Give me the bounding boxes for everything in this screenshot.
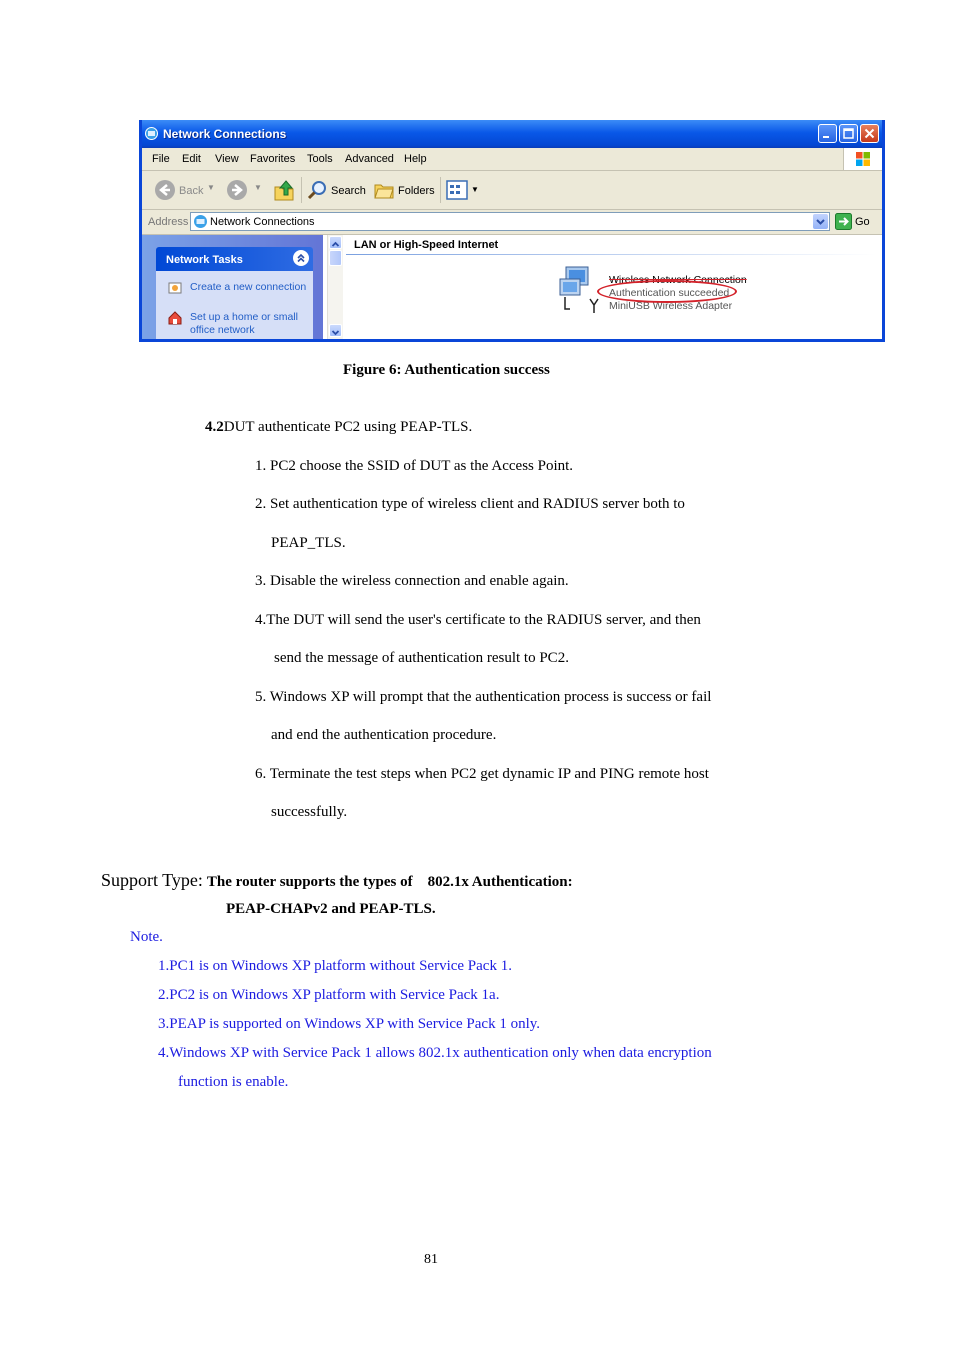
connection-name: Wireless Network Connection (609, 274, 747, 286)
search-button[interactable] (306, 171, 366, 209)
network-connections-window (139, 120, 885, 342)
home-network-icon (168, 311, 182, 325)
back-button[interactable] (152, 171, 215, 209)
menu-tools[interactable]: Tools (307, 153, 333, 165)
task-pane (142, 235, 323, 340)
windows-logo (843, 148, 882, 170)
close-icon (861, 125, 878, 142)
address-dropdown-button[interactable] (813, 214, 828, 229)
window-titlebar[interactable] (139, 120, 885, 148)
step-5: 5. Windows XP will prompt that the authentication process is success or fail (255, 689, 712, 705)
chevron-up-double-icon (293, 250, 309, 266)
address-bar (142, 210, 882, 234)
search-icon (306, 179, 328, 201)
step-3: 3. Disable the wireless connection and enable again. (255, 573, 569, 589)
back-label: Back (179, 185, 204, 197)
note-item-1: 1.PC1 is on Windows XP platform without Service Pack 1. (158, 958, 512, 974)
address-value: Network Connections (210, 216, 315, 228)
close-button[interactable] (860, 124, 879, 143)
chevron-down-icon (330, 327, 341, 338)
section-4-2-heading (205, 419, 472, 436)
toolbar-separator (301, 177, 302, 203)
note-item-2: 2.PC2 is on Windows XP platform with Service Pack 1a. (158, 987, 500, 1003)
create-new-connection-link[interactable]: Create a new connection (190, 281, 307, 293)
step-4-cont: send the message of authentication result to PC2. (274, 650, 569, 666)
support-type-line (101, 870, 573, 891)
back-arrow-icon (154, 179, 176, 201)
group-header-lan: LAN or High-Speed Internet (354, 239, 499, 251)
menu-favorites[interactable]: Favorites (250, 153, 296, 165)
step-2-cont: PEAP_TLS. (271, 535, 346, 551)
support-type-protocols: PEAP-CHAPv2 and PEAP-TLS. (226, 901, 436, 917)
folders-icon (373, 179, 395, 201)
address-input[interactable] (190, 212, 830, 231)
collapse-button[interactable] (293, 250, 309, 266)
menu-bar (142, 148, 882, 171)
network-tasks-body (156, 271, 313, 340)
note-item-4: 4.Windows XP with Service Pack 1 allows 802.1x authentication only when data encryption (158, 1045, 712, 1061)
maximize-icon (840, 125, 857, 142)
forward-button[interactable] (226, 171, 266, 209)
go-label: Go (855, 216, 870, 228)
menu-view[interactable]: View (215, 153, 239, 165)
page-number: 81 (424, 1252, 438, 1267)
section-text: DUT authenticate PC2 using PEAP-TLS. (223, 419, 473, 435)
folder-content (142, 234, 882, 340)
maximize-button[interactable] (839, 124, 858, 143)
views-icon (446, 180, 468, 200)
network-tasks-title: Network Tasks (166, 254, 243, 266)
window-title: Network Connections (163, 127, 287, 141)
step-2: 2. Set authentication type of wireless client and RADIUS server both to (255, 496, 685, 512)
step-1: 1. PC2 choose the SSID of DUT as the Access Point. (255, 458, 574, 474)
scroll-thumb[interactable] (329, 250, 342, 266)
setup-home-network-link[interactable]: Set up a home or small office network (190, 311, 298, 336)
chevron-up-icon (330, 239, 341, 250)
menu-file[interactable]: File (152, 153, 170, 165)
support-type-text: The router supports the types of 802.1x Authentication: (206, 874, 573, 890)
new-connection-icon (168, 281, 182, 295)
standard-toolbar (142, 171, 882, 210)
up-folder-icon[interactable] (272, 177, 296, 203)
menu-help[interactable]: Help (404, 153, 427, 165)
highlight-ellipse (597, 280, 737, 303)
note-title: Note. (130, 929, 163, 945)
connection-status: Authentication succeeded (609, 287, 730, 299)
views-dropdown-icon[interactable]: ▼ (471, 185, 479, 194)
step-6: 6. Terminate the test steps when PC2 get dynamic IP and PING remote host (255, 766, 709, 782)
network-tasks-header[interactable] (156, 247, 313, 271)
group-header-divider (346, 254, 876, 255)
forward-arrow-icon (226, 179, 248, 201)
back-dropdown-icon[interactable]: ▼ (207, 183, 215, 192)
forward-dropdown-icon[interactable]: ▼ (254, 183, 262, 192)
vertical-scrollbar[interactable] (327, 235, 343, 340)
chevron-down-icon (813, 214, 828, 229)
network-connections-icon (145, 127, 158, 140)
scroll-up-button[interactable] (329, 236, 342, 249)
network-connections-icon (193, 214, 208, 229)
scroll-down-button[interactable] (329, 324, 342, 337)
step-6-cont: successfully. (271, 804, 348, 820)
step-5-cont: and end the authentication procedure. (271, 727, 497, 743)
support-type-label: Support Type: (101, 870, 203, 890)
menu-edit[interactable]: Edit (182, 153, 201, 165)
wireless-connection-icon[interactable] (556, 265, 602, 315)
windows-flag-icon (855, 151, 871, 167)
menu-advanced[interactable]: Advanced (345, 153, 394, 165)
note-item-3: 3.PEAP is supported on Windows XP with Service Pack 1 only. (158, 1016, 541, 1032)
folders-label: Folders (398, 185, 435, 197)
step-4: 4.The DUT will send the user's certificate to the RADIUS server, and then (255, 612, 701, 628)
minimize-button[interactable] (818, 124, 837, 143)
section-number: 4.2 (205, 419, 224, 435)
connection-adapter: MiniUSB Wireless Adapter (609, 300, 733, 312)
figure-caption: Figure 6: Authentication success (343, 362, 550, 378)
go-arrow-icon (835, 213, 852, 230)
toolbar-separator (440, 177, 441, 203)
address-label: Address (148, 216, 189, 228)
minimize-icon (819, 125, 836, 142)
note-item-4-cont: function is enable. (178, 1074, 289, 1090)
search-label: Search (331, 185, 366, 197)
folders-button[interactable] (373, 171, 435, 209)
views-button[interactable] (446, 171, 480, 209)
